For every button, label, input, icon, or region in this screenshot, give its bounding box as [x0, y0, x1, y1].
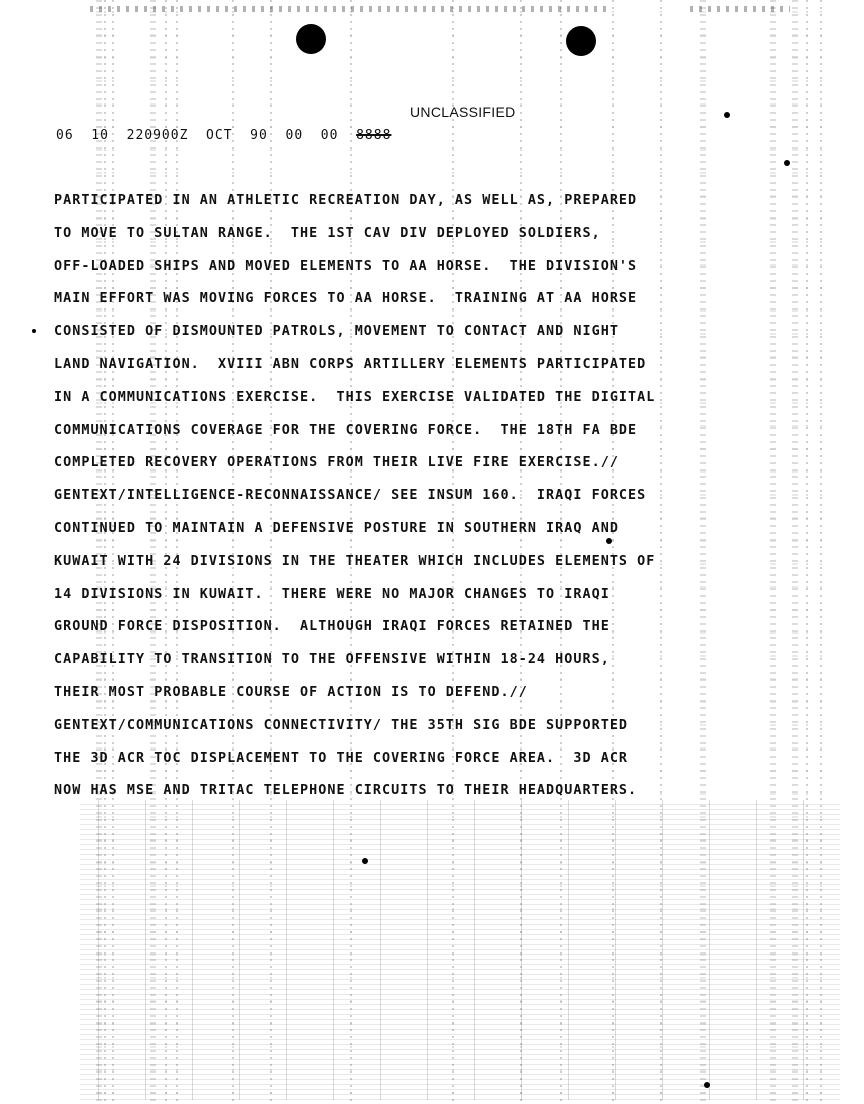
- scan-speck: [724, 112, 730, 118]
- body-line: GENTEXT/COMMUNICATIONS CONNECTIVITY/ THE 35TH SIG BDE SUPPORTED: [54, 717, 629, 733]
- body-line: 14 DIVISIONS IN KUWAIT. THERE WERE NO MAJOR CHANGES TO IRAQI: [54, 586, 610, 602]
- body-line: NOW HAS MSE AND TRITAC TELEPHONE CIRCUITS TO THEIR HEADQUARTERS.: [54, 783, 638, 799]
- message-body: [54, 191, 814, 814]
- scan-speck: [704, 1082, 710, 1088]
- body-line: GROUND FORCE DISPOSITION. ALTHOUGH IRAQI FORCES RETAINED THE: [54, 619, 610, 635]
- body-line: COMPLETED RECOVERY OPERATIONS FROM THEIR LIVE FIRE EXERCISE.//: [54, 455, 619, 471]
- body-line: CONSISTED OF DISMOUNTED PATROLS, MOVEMENT TO CONTACT AND NIGHT: [54, 324, 619, 340]
- scan-speck: [784, 160, 790, 166]
- scan-speck: [362, 858, 368, 864]
- body-line: THE 3D ACR TOC DISPLACEMENT TO THE COVERING FORCE AREA. 3D ACR: [54, 750, 629, 766]
- body-line: PARTICIPATED IN AN ATHLETIC RECREATION DAY, AS WELL AS, PREPARED: [54, 193, 638, 208]
- punch-hole: [296, 24, 326, 54]
- body-line: GENTEXT/INTELLIGENCE-RECONNAISSANCE/ SEE INSUM 160. IRAQI FORCES: [54, 488, 647, 504]
- margin-bullet: [32, 329, 36, 333]
- body-line: KUWAIT WITH 24 DIVISIONS IN THE THEATER WHICH INCLUDES ELEMENTS OF: [54, 553, 656, 569]
- message-header: [56, 128, 391, 143]
- body-line: THEIR MOST PROBABLE COURSE OF ACTION IS TO DEFEND.//: [54, 684, 528, 700]
- body-line: IN A COMMUNICATIONS EXERCISE. THIS EXERCISE VALIDATED THE DIGITAL: [54, 389, 656, 405]
- body-line: COMMUNICATIONS COVERAGE FOR THE COVERING FORCE. THE 18TH FA BDE: [54, 422, 638, 438]
- classification-marking: UNCLASSIFIED: [410, 104, 516, 120]
- punch-hole: [566, 26, 596, 56]
- body-line: TO MOVE TO SULTAN RANGE. THE 1ST CAV DIV DEPLOYED SOLDIERS,: [54, 225, 601, 241]
- body-line: LAND NAVIGATION. XVIII ABN CORPS ARTILLERY ELEMENTS PARTICIPATED: [54, 356, 647, 372]
- scan-noise-bottom: [80, 800, 840, 1100]
- body-line: CAPABILITY TO TRANSITION TO THE OFFENSIVE WITHIN 18-24 HOURS,: [54, 652, 610, 668]
- header-struck-number: 8888: [356, 128, 392, 143]
- body-line: OFF-LOADED SHIPS AND MOVED ELEMENTS TO AA HORSE. THE DIVISION'S: [54, 258, 638, 274]
- header-dtg: 06 10 220900Z OCT 90 00 00: [56, 128, 339, 143]
- body-line: CONTINUED TO MAINTAIN A DEFENSIVE POSTURE IN SOUTHERN IRAQ AND: [54, 520, 619, 536]
- body-line: MAIN EFFORT WAS MOVING FORCES TO AA HORSE. TRAINING AT AA HORSE: [54, 291, 638, 307]
